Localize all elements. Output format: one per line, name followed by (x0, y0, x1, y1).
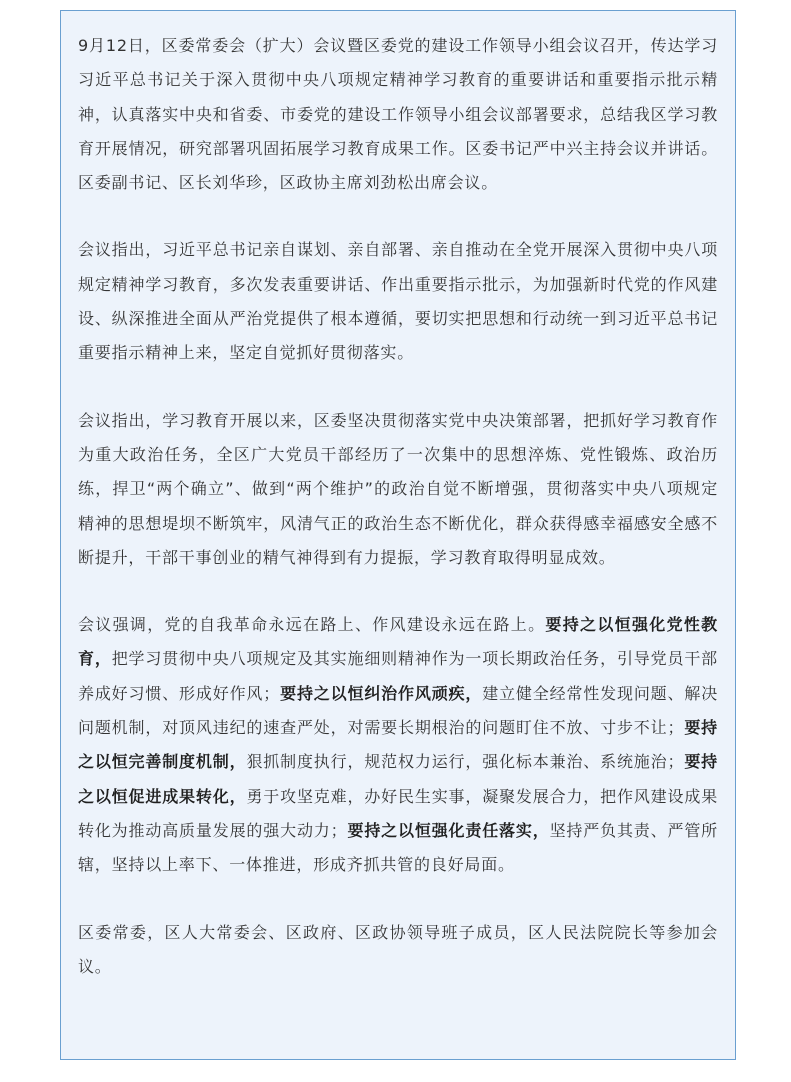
paragraph-meeting-emphasis (78, 608, 718, 882)
emphasis-bold-3: 要持之以恒完善制度机制， (78, 718, 718, 772)
emphasis-text-3: 建立健全经常性发现问题、解决问题机制，对顶风违纪的速查严处，对需要长期根治的问题盯住不放、寸步不让； (78, 683, 718, 738)
paragraph-meeting-pointed-2: 会议指出，学习教育开展以来，区委坚决贯彻落实党中央决策部署，把抓好学习教育作为重大政治任务，全区广大党员干部经历了一次集中的思想淬炼、党性锻炼、政治历练，捍卫“两个确立”、做到“两个维护”的政治自觉不断增强，贯彻落实中央八项规定精神的思想堤坝不断筑牢，风清气正的政治生态不断优化，群众获得感幸福感安全感不断提升，干部干事创业的精气神得到有力提振，学习教育取得明显成效。 (78, 410, 718, 567)
paragraph-meeting-pointed-1: 会议指出，习近平总书记亲自谋划、亲自部署、亲自推动在全党开展深入贯彻中央八项规定精神学习教育，多次发表重要讲话、作出重要指示批示，为加强新时代党的作风建设、纵深推进全面从严治党提供了根本遵循，要切实把思想和行动统一到习近平总书记重要指示精神上来，坚定自觉抓好贯彻落实。 (78, 240, 718, 363)
emphasis-text-6: 坚持严负其责、严管所辖，坚持以上率下、一体推进，形成齐抓共管的良好局面。 (78, 820, 718, 875)
emphasis-bold-5: 要持之以恒强化责任落实， (347, 820, 550, 840)
emphasis-text-4: 狠抓制度执行，规范权力运行，强化标本兼治、系统施治； (246, 752, 685, 772)
emphasis-bold-2: 要持之以恒纠治作风顽疾， (280, 683, 483, 703)
emphasis-text-2: 把学习贯彻中央八项规定及其实施细则精神作为一项长期政治任务，引导党员干部养成好习惯、形成好作风； (78, 649, 718, 703)
emphasis-text-1: 会议强调，党的自我革命永远在路上、作风建设永远在路上。 (78, 615, 546, 635)
emphasis-bold-4: 要持之以恒促进成果转化， (78, 752, 718, 806)
article-card (60, 10, 736, 1060)
emphasis-text-5: 勇于攻坚克难，办好民生实事，凝聚发展合力，把作风建设成果转化为推动高质量发展的强大动力； (78, 786, 718, 840)
paragraph-attendees: 区委常委，区人大常委会、区政府、区政协领导班子成员，区人民法院院长等参加会议。 (78, 922, 718, 976)
paragraph-meeting-intro: 9月12日，区委常委会（扩大）会议暨区委党的建设工作领导小组会议召开，传达学习习近平总书记关于深入贯彻中央八项规定精神学习教育的重要讲话和重要指示批示精神，认真落实中央和省委、市委党的建设工作领导小组会议部署要求，总结我区学习教育开展情况，研究部署巩固拓展学习教育成果工作。区委书记严中兴主持会议并讲话。区委副书记、区长刘华珍，区政协主席刘劲松出席会议。 (78, 36, 718, 193)
emphasis-bold-1: 要持之以恒强化党性教育， (78, 615, 718, 669)
